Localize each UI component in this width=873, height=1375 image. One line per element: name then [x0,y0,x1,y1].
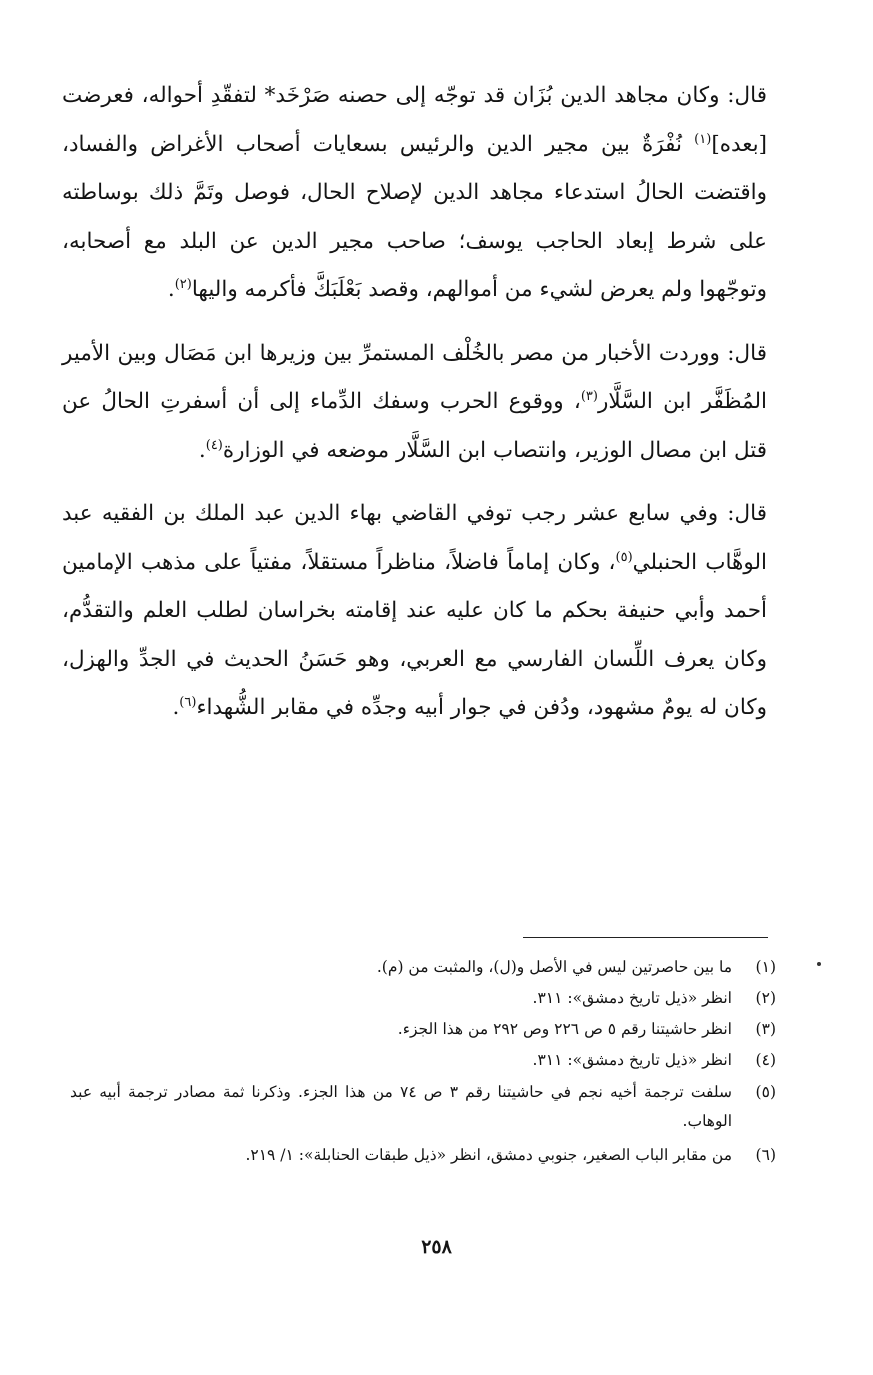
margin-dot-mark [817,962,821,966]
paragraph-2-part-3: . [198,437,206,463]
footnote-number: (١) [755,958,776,976]
footnote-ref-3: (٣) [580,388,598,404]
footnote-text: انظر «ذيل تاريخ دمشق»: ٣١١. [532,1051,732,1069]
footnotes-section [70,952,776,1171]
footnote-separator-rule [523,937,768,938]
footnote-1 [70,952,776,983]
footnote-number: (٤) [755,1051,776,1069]
paragraph-2 [62,330,767,476]
footnote-2 [70,983,776,1014]
footnote-number: (٣) [755,1020,776,1038]
footnote-text: سلفت ترجمة أخيه نجم في حاشيتنا رقم ٣ ص ٧٤ من هذا الجزء. وذكرنا ثمة مصادر ترجمة أبيه عبد الوهاب. [70,1083,733,1130]
footnote-ref-6: (٦) [179,694,197,710]
paragraph-2-part-1: قال: ووردت الأخبار من مصر بالخُلْف المستمرِّ بين وزيرها ابن مَصَال وبين الأمير المُظَفَّر ابن السَّلَّار [62,340,767,414]
footnote-3 [70,1014,776,1045]
footnote-ref-4: (٤) [205,437,223,453]
footnote-text: من مقابر الباب الصغير، جنوبي دمشق، انظر «ذيل طبقات الحنابلة»: ١/ ٢١٩. [245,1146,732,1164]
footnote-text: انظر حاشيتنا رقم ٥ ص ٢٢٦ وص ٢٩٢ من هذا الجزء. [397,1020,732,1038]
footnote-4 [70,1045,776,1076]
paragraph-2-part-2: ، ووقوع الحرب وسفك الدِّماء إلى أن أسفرتِ الحالُ عن قتل ابن مصال الوزير، وانتصاب ابن السَّلَّار موضعه في الوزارة [62,389,767,463]
footnote-5 [70,1078,776,1136]
footnote-text: ما بين حاصرتين ليس في الأصل و(ل)، والمثبت من (م). [376,958,732,976]
footnote-6 [70,1140,776,1171]
paragraph-1-part-2: نُفْرَةٌ بين مجير الدين والرئيس بسعايات أصحاب الأغراض والفساد، واقتضت الحالُ استدعاء مجاهد الدين لإصلاح الحال، فوصل وتَمَّ ذلك بوساطته على شرط إبعاد الحاجب يوسف؛ صاحب مجير الدين عن البلد مع أصحابه، وتوجّهوا ولم يعرض لشيء من أموالهم، وقصد بَعْلَبَكَّ فأكرمه واليها [62,131,767,302]
paragraph-1 [62,72,767,315]
footnote-ref-2: (٢) [174,276,192,292]
footnote-number: (٥) [755,1083,776,1101]
paragraph-1-part-3: . [167,277,175,302]
footnote-ref-1: (١) [694,131,712,147]
footnote-text: انظر «ذيل تاريخ دمشق»: ٣١١. [532,989,732,1007]
page-number: ٢٥٨ [421,1236,452,1258]
main-text-body [62,72,767,733]
paragraph-3-part-1: قال: وفي سابع عشر رجب توفي القاضي بهاء الدين عبد الملك بن الفقيه عبد الوهَّاب الحنبلي [62,501,767,575]
paragraph-1-part-1: قال: وكان مجاهد الدين بُزَان قد توجّه إلى حصنه صَرْخَد* لتفقّدِ أحواله، فعرضت [بعده] [62,83,767,157]
paragraph-3-part-2: ، وكان إماماً فاضلاً، مناظراً مستقلاً، مفتياً على مذهب الإمامين أحمد وأبي حنيفة بحكم ما كان عليه عند إقامته بخراسان لطلب العلم والتقدُّم، وكان يعرف اللِّسان الفارسي مع العربي، وهو حَسَنُ الحديث في الجدِّ والهزل، وكان له يومٌ مشهود، ودُفن في جوار أبيه وجدِّه في مقابر الشُّهداء [62,549,767,720]
footnote-number: (٢) [755,989,776,1007]
paragraph-3-part-3: . [172,695,180,720]
footnote-ref-5: (٥) [615,549,633,565]
paragraph-3 [62,490,767,733]
footnote-number: (٦) [755,1146,776,1164]
